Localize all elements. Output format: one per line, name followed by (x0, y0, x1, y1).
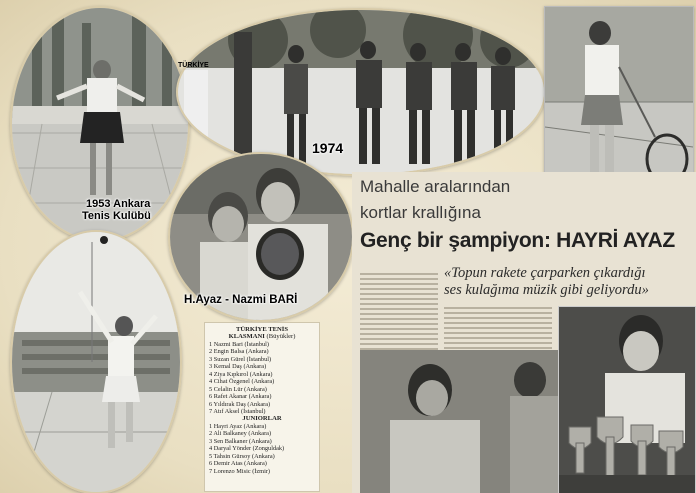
photo-trophies (558, 306, 696, 493)
banner-turkiye: TÜRKİYE (178, 62, 209, 69)
ranking-entry: 7 Atıf Aksel (İstanbul) (209, 407, 266, 415)
ranking-entry: 1 Hayri Ayaz (Ankara) (209, 422, 267, 430)
ranking-entry: 5 Tahsin Gürsoy (Ankara) (209, 452, 275, 460)
caption-players: H.Ayaz - Nazmi BARİ (184, 294, 298, 306)
ranking-entry: 2 Ali Balkaney (Ankara) (209, 430, 272, 438)
ranking-entry: 3 Kemal Daş (Ankara) (209, 363, 267, 371)
ranking-entry: 3 Suzan Gürel (İstanbul) (209, 355, 272, 363)
caption-1953-ankara: 1953 Ankara (86, 198, 151, 210)
headline-line-1: Mahalle aralarından (360, 177, 511, 196)
ranking-entry: 2 Engin Balsa (Ankara) (209, 348, 269, 356)
ranking-entry: 4 Ziya Kıpkırol (Ankara) (209, 370, 273, 378)
ranking-entry: 7 Lorenzo Misic (İzmir) (209, 467, 271, 475)
caption-tennis-club: Tenis Kulübü (82, 210, 151, 222)
ranking-juniors-list (209, 423, 315, 475)
ranking-title-2-suffix: (Büyükler) (266, 333, 296, 341)
photo-serve (10, 230, 182, 493)
ranking-entry: 5 Celalin Lür (Ankara) (209, 385, 267, 393)
ranking-entry: 6 Rafet Akanar (Ankara) (209, 393, 272, 401)
ranking-entry: 4 Daryal Yönder (Zonguldak) (209, 445, 285, 453)
ranking-title: TÜRKİYE TENİS (235, 326, 289, 333)
ranking-title-2: KLASMANI (228, 333, 265, 341)
ranking-juniors-title: JUNIORLAR (242, 415, 282, 423)
ranking-entry: 6 Demir Atas (Ankara) (209, 460, 267, 468)
quote-line-1: «Topun rakete çarparken çıkardığı (444, 265, 646, 281)
headline-champion: Genç bir şampiyon: HAYRİ AYAZ (360, 229, 675, 252)
newspaper-photo-interview (360, 350, 558, 493)
ranking-entry: 1 Nazmi Bari (İstanbul) (209, 340, 269, 348)
caption-1974: 1974 (312, 140, 344, 156)
ranking-subtitle (209, 333, 315, 340)
ranking-clipping (204, 322, 320, 492)
headline-line-2: kortlar krallığına (360, 203, 481, 222)
photo-1974-team (176, 8, 546, 176)
ranking-seniors-list (209, 341, 315, 416)
quote-line-2: ses kulağıma müzik gibi geliyordu» (444, 282, 649, 298)
ranking-entry: 4 Cihat Özgenel (Ankara) (209, 378, 275, 386)
ranking-entry: 3 Sen Balkaner (Ankara) (209, 437, 272, 445)
ranking-entry: 6 Yıldırak Daş (Ankara) (209, 400, 271, 408)
